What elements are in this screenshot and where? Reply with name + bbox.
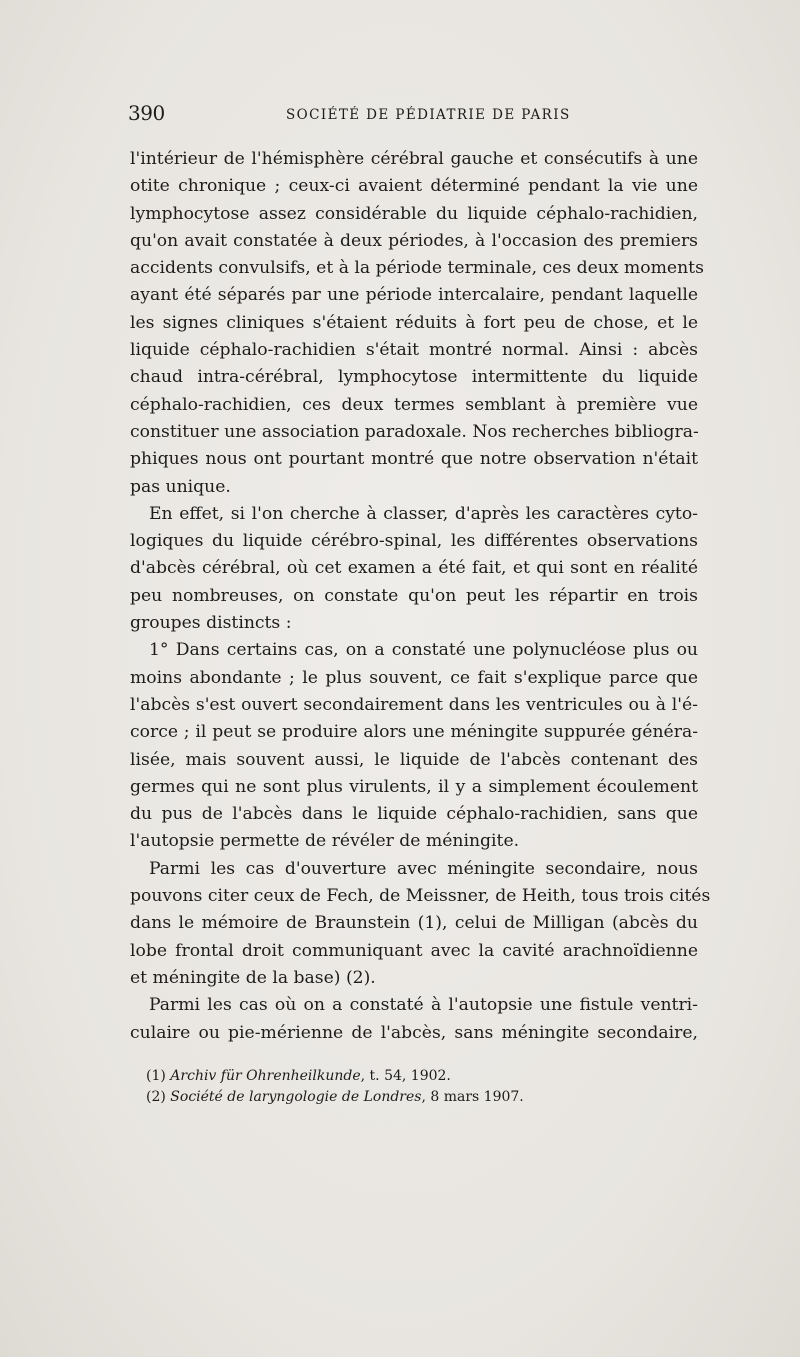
text-line: corce ; il peut se produire alors une méningite suppurée généra- <box>130 722 698 743</box>
text-line: germes qui ne sont plus virulents, il y a simplement écoulement <box>130 776 698 797</box>
text-line: dans le mémoire de Braunstein (1), celui de Milligan (abcès du <box>130 913 698 934</box>
text-line: pas unique. <box>130 476 231 497</box>
text-line: l'autopsie permette de révéler de méningite. <box>130 831 520 852</box>
text-line: pouvons citer ceux de Fech, de Meissner, de Heith, tous trois cités <box>130 886 711 907</box>
footnote-2 <box>146 1087 686 1108</box>
text-line: accidents convulsifs, et à la période terminale, ces deux moments <box>130 258 704 279</box>
text-line: peu nombreuses, on constate qu'on peut les répartir en trois <box>130 585 698 606</box>
text-line: du pus de l'abcès dans le liquide céphalo-rachidien, sans que <box>130 804 698 825</box>
footnote-details: , t. 54, 1902. <box>360 1068 451 1084</box>
text-line: phiques nous ont pourtant montré que notre observation n'était <box>130 449 698 470</box>
footnote-1 <box>146 1066 686 1087</box>
page-header <box>128 101 698 131</box>
footnote-mark: (2) <box>146 1089 166 1105</box>
text-line: constituer une association paradoxale. Nos recherches bibliogra- <box>130 421 699 442</box>
footnote-source: Société de laryngologie de Londres <box>170 1089 422 1105</box>
footnote-source: Archiv für Ohrenheilkunde <box>170 1068 361 1084</box>
footnote-mark: (1) <box>146 1068 166 1084</box>
text-line: chaud intra-cérébral, lymphocytose intermittente du liquide <box>130 367 698 388</box>
text-line: ayant été séparés par une période intercalaire, pendant laquelle <box>130 285 698 306</box>
text-line: lymphocytose assez considérable du liquide céphalo-rachidien, <box>130 203 698 224</box>
text-line: et méningite de la base) (2). <box>130 967 376 988</box>
text-line: l'abcès s'est ouvert secondairement dans les ventricules ou à l'é- <box>130 694 698 715</box>
body-text <box>130 146 711 1047</box>
text-line: moins abondante ; le plus souvent, ce fait s'explique parce que <box>130 667 698 688</box>
text-line: 1° Dans certains cas, on a constaté une polynucléose plus ou <box>149 640 698 661</box>
text-line: céphalo-rachidien, ces deux termes semblant à première vue <box>130 394 698 415</box>
text-line: groupes distincts : <box>130 613 292 634</box>
text-line: En effet, si l'on cherche à classer, d'après les caractères cyto- <box>149 503 698 524</box>
text-line: Parmi les cas d'ouverture avec méningite secondaire, nous <box>149 858 698 879</box>
text-line: Parmi les cas où on a constaté à l'autopsie une fistule ventri- <box>149 995 698 1016</box>
text-line: les signes cliniques s'étaient réduits à fort peu de chose, et le <box>130 312 698 333</box>
text-line: qu'on avait constatée à deux périodes, à l'occasion des premiers <box>130 230 698 251</box>
text-line: liquide céphalo-rachidien s'était montré normal. Ainsi : abcès <box>130 340 698 361</box>
text-line: lobe frontal droit communiquant avec la cavité arachnoïdienne <box>130 940 698 961</box>
footnote-details: , 8 mars 1907. <box>421 1089 524 1105</box>
footnotes <box>146 1066 686 1108</box>
page-number: 390 <box>128 101 165 125</box>
text-line: l'intérieur de l'hémisphère cérébral gauche et consécutifs à une <box>130 149 698 169</box>
text-line: logiques du liquide cérébro-spinal, les différentes observations <box>130 531 698 552</box>
text-line: d'abcès cérébral, où cet examen a été fait, et qui sont en réalité <box>130 558 698 579</box>
text-line: lisée, mais souvent aussi, le liquide de l'abcès contenant des <box>130 749 698 770</box>
text-line: culaire ou pie-mérienne de l'abcès, sans méningite secondaire, <box>130 1022 698 1043</box>
running-head: SOCIÉTÉ DE PÉDIATRIE DE PARIS <box>286 107 571 123</box>
text-line: otite chronique ; ceux-ci avaient déterminé pendant la vie une <box>130 176 698 197</box>
